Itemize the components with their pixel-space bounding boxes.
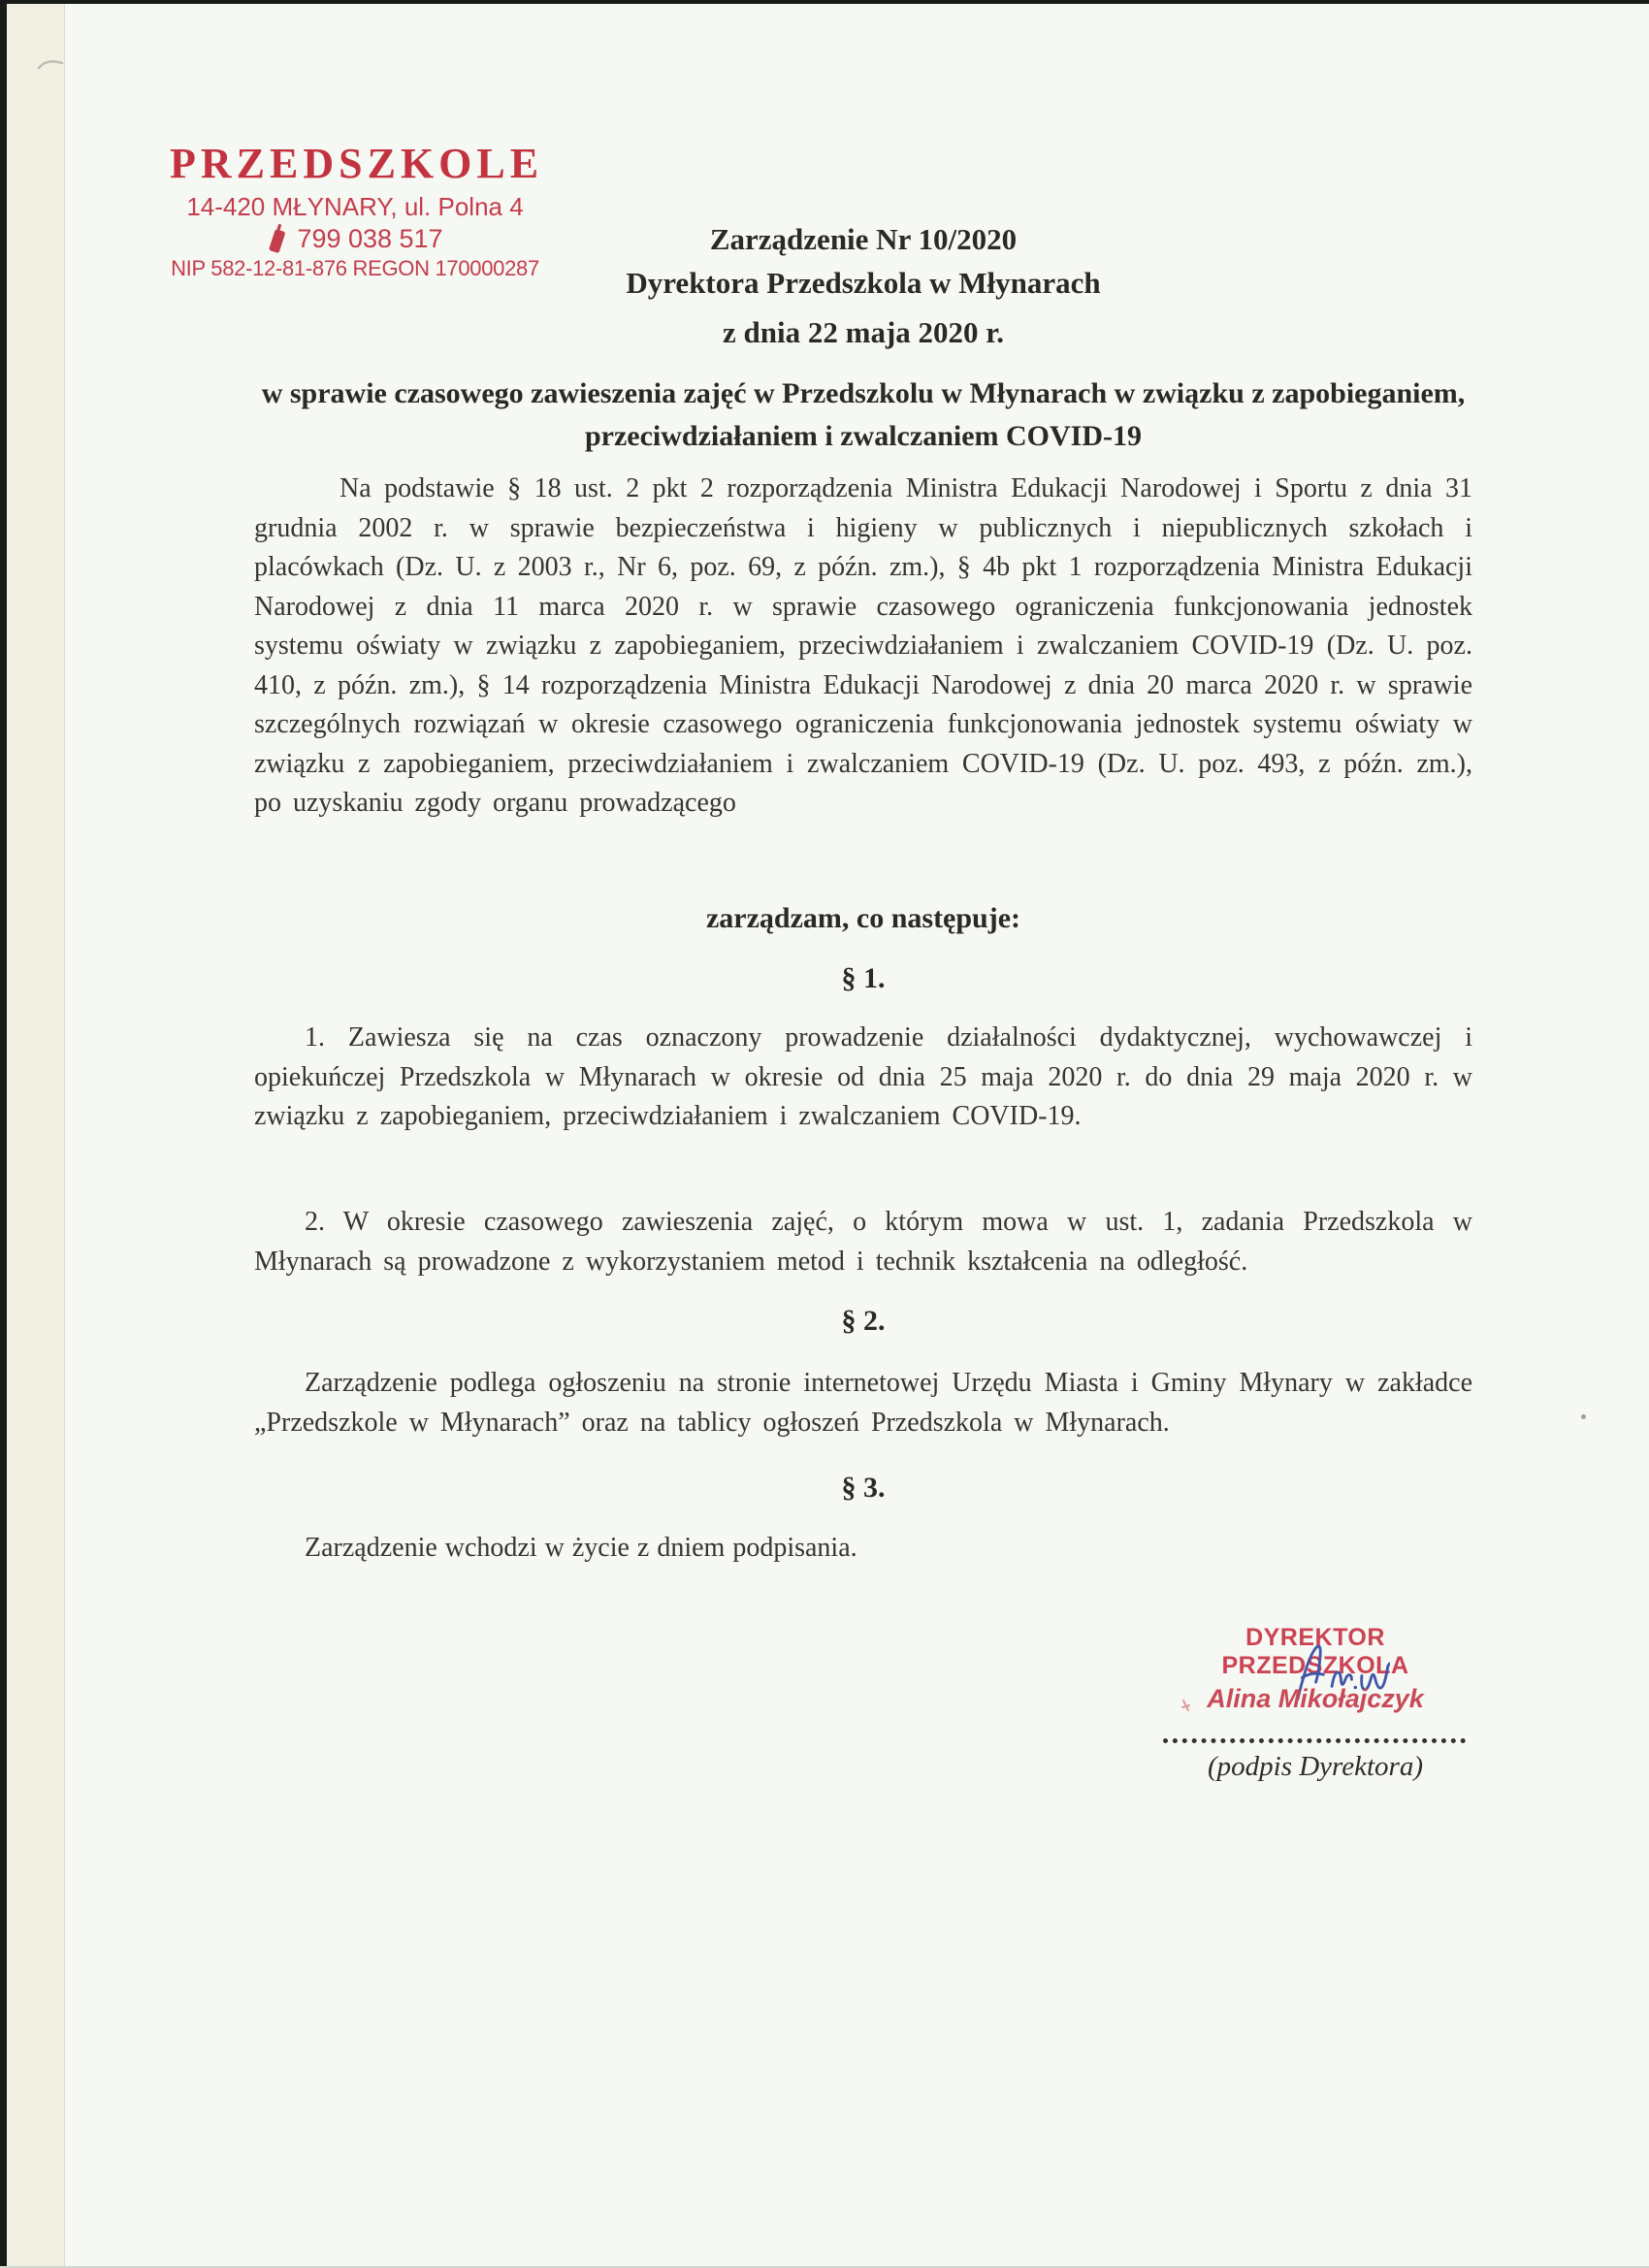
stamp-address: 14-420 MŁYNARY, ul. Polna 4	[186, 192, 524, 221]
title-line-date: z dnia 22 maja 2020 r.	[723, 315, 1004, 349]
stamp-ink-smudge	[1180, 1698, 1193, 1713]
section-3-paragraph-1: Zarządzenie wchodzi w życie z dniem podpisania.	[305, 1533, 857, 1563]
director-role-stamp: DYREKTOR PRZEDSZKOLA	[1221, 1624, 1409, 1679]
section-1-paragraph-1: 1. Zawiesza się na czas oznaczony prowadzenie działalności dydaktycznej, wychowawczej i opiekuńczej Przedszkola w Młynarach w okresie od dnia 25 maja 2020 r. do dnia 29 maja 2020 r. w związku z zapobieganiem, przeciwdziałaniem i zwalczaniem COVID-19.	[254, 1022, 1472, 1131]
section-1-paragraph-2: 2. W okresie czasowego zawieszenia zajęć, o którym mowa w ust. 1, zadania Przedszkola w Młynarach są prowadzone z wykorzystaniem metod i technik kształcenia na odległość.	[254, 1207, 1472, 1277]
stamp-nip-regon: NIP 582-12-81-876 REGON 170000287	[171, 256, 539, 280]
signature-dotted-line	[1163, 1733, 1466, 1743]
title-line-number: Zarządzenie Nr 10/2020	[709, 222, 1018, 256]
title-line-issuer: Dyrektora Przedszkola w Młynarach	[626, 266, 1101, 300]
document-title	[254, 217, 1472, 354]
legal-basis-paragraph: Na podstawie § 18 ust. 2 pkt 2 rozporządzenia Ministra Edukacji Narodowej i Sportu z dnia 31 grudnia 2002 r. w sprawie bezpieczeństwa i higieny w publicznych i niepublicznych szkołach i placówkach (Dz. U. z 2003 r., Nr 6, poz. 69, z późn. zm.), § 4b pkt 1 rozporządzenia Ministra Edukacji Narodowej z dnia 11 marca 2020 r. w sprawie czasowego ograniczenia funkcjonowania jednostek systemu oświaty w związku z zapobieganiem, przeciwdziałaniem i zwalczaniem COVID-19 (Dz. U. poz. 410, z późn. zm.), § 14 rozporządzenia Ministra Edukacji Narodowej z dnia 20 marca 2020 r. w sprawie szczególnych rozwiązań w okresie czasowego ograniczenia funkcjonowania jednostek systemu oświaty w związku z zapobieganiem, przeciwdziałaniem i zwalczaniem COVID-19 (Dz. U. poz. 493, z późn. zm.), po uzyskaniu zgody organu prowadzącego	[254, 473, 1472, 818]
paper-margin-strip	[7, 4, 65, 2268]
stamp-institution-name: PRZEDSZKOLE	[170, 140, 544, 187]
section-3-heading: § 3.	[841, 1472, 886, 1504]
signature-caption: (podpis Dyrektora)	[1207, 1751, 1424, 1782]
section-2-heading: § 2.	[841, 1305, 886, 1337]
section-1-heading: § 1.	[841, 962, 886, 994]
scan-speck	[1581, 1414, 1586, 1419]
scan-edge-left	[0, 0, 7, 2268]
document-subject: w sprawie czasowego zawieszenia zajęć w Przedszkolu w Młynarach w związku z zapobieganiem, przeciwdziałaniem i zwalczaniem COVID-19	[261, 377, 1466, 452]
director-name-stamp: Alina Mikołajczyk	[1207, 1684, 1424, 1713]
section-2-paragraph-1: Zarządzenie podlega ogłoszeniu na stronie internetowej Urzędu Miasta i Gminy Młynary w zakładce „Przedszkole w Młynarach” oraz na tablicy ogłoszeń Przedszkola w Młynarach.	[254, 1368, 1472, 1438]
ordain-clause: zarządzam, co następuje:	[705, 902, 1021, 934]
scan-edge-top	[0, 0, 1649, 4]
pencil-mark	[37, 56, 64, 74]
signature-block	[1159, 1622, 1471, 1811]
stamp-phone-number: 799 038 517	[297, 224, 443, 253]
